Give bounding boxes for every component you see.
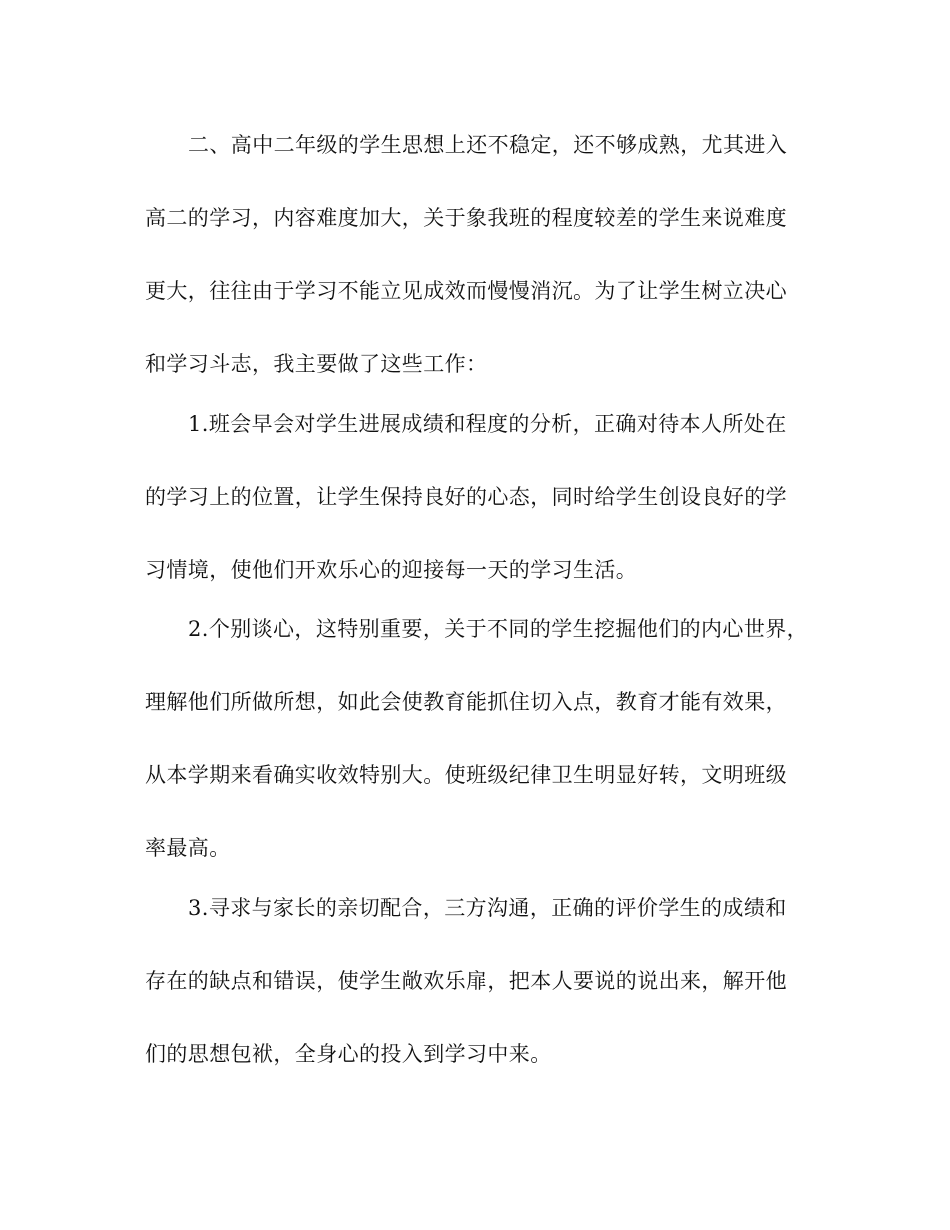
item-3-line-2: 存在的缺点和错误，使学生敞欢乐扉，把本人要说的说出来，解开他: [145, 969, 787, 993]
item-3-line-3: 们的思想包袱，全身心的投入到学习中来。: [145, 1042, 552, 1066]
item-2-line-3: 从本学期来看确实收效特别大。使班级纪律卫生明显好转，文明班级: [145, 763, 787, 787]
paragraph-2-line-4: 和学习斗志，我主要做了这些工作：: [145, 352, 488, 376]
item-3-line-1: 3.寻求与家长的亲切配合，三方沟通，正确的评价学生的成绩和: [188, 896, 787, 920]
paragraph-2-line-3: 更大，往往由于学习不能立见成效而慢慢消沉。为了让学生树立决心: [145, 279, 787, 303]
item-1-line-3: 习情境，使他们开欢乐心的迎接每一天的学习生活。: [145, 558, 638, 582]
paragraph-2-line-1: 二、高中二年级的学生思想上还不稳定，还不够成熟，尤其进入: [188, 133, 788, 157]
item-2-line-4: 率最高。: [145, 836, 231, 860]
item-2-line-2: 理解他们所做所想，如此会使教育能抓住切入点，教育才能有效果，: [145, 690, 787, 714]
item-1-line-1: 1.班会早会对学生进展成绩和程度的分析，正确对待本人所处在: [188, 412, 787, 436]
paragraph-2-line-2: 高二的学习，内容难度加大，关于象我班的程度较差的学生来说难度: [145, 206, 787, 230]
item-2-line-1: 2.个别谈心，这特别重要，关于不同的学生挖掘他们的内心世界，: [188, 617, 809, 641]
item-1-line-2: 的学习上的位置，让学生保持良好的心态，同时给学生创设良好的学: [145, 485, 787, 509]
